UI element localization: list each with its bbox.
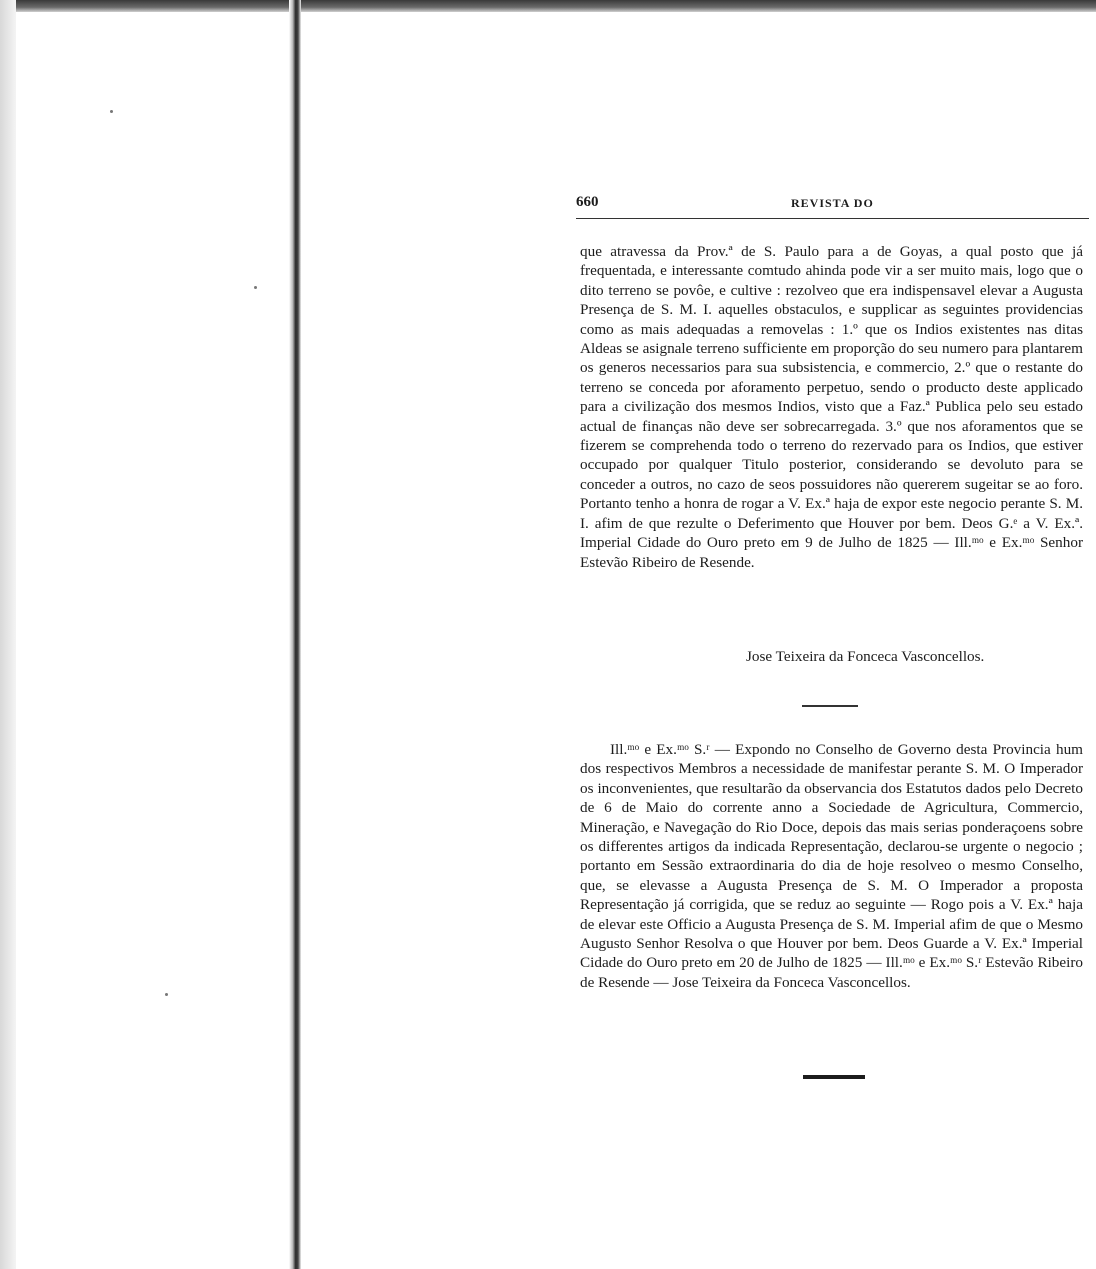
end-divider (803, 1075, 865, 1079)
scan-speck (254, 286, 257, 289)
header-rule (576, 218, 1089, 219)
letter-1-signature: Jose Teixeira da Fonceca Vasconcellos. (746, 648, 985, 665)
scan-speck (165, 993, 168, 996)
document-page (566, 192, 1089, 991)
letter-1-body: que atravessa da Prov.ª de S. Paulo para a de Goyas, a qual posto que já frequentada, e interessante comtudo ahinda pode vir a ser muito mais, logo que o dito terreno se povôe, e cultive : rezolveo que era indispensavel elevar a Augusta Presença de S. M. I. aquelles obstaculos, e supplicar as seguintes providencias como as mais adequadas a removelas : 1.º que os Indios existentes nas ditas Aldeas se asignale terreno sufficiente em proporção do seu numero para plantarem os generos necessarios para sua subsistencia, e commercio, 2.º que o restante do terreno se conceda por aforamento perpetuo, sendo o producto deste applicado para a civilização dos mesmos Indios, visto que a Faz.ª Publica pelo seu estado actual de finanças não deve ser sobrecarregada. 3.º que nos aforamentos que se fizerem se comprehenda todo o terreno do rezervado para os Indios, que estiver occupado por qualquer Titulo posterior, considerando se devoluto para se conceder a outros, no cazo de seos possuidores não quererem sugeitar se ao foro. Portanto tenho a honra de rogar a V. Ex.ª haja de expor este negocio perante S. M. I. afim de que rezulte o Deferimento que Houver por bem. Deos G.ᵉ a V. Ex.ª. Imperial Cidade do Ouro preto em 9 de Julho de 1825 — Ill.ᵐᵒ e Ex.ᵐᵒ Senhor Estevão Ribeiro de Resende. (580, 243, 1083, 571)
page-header (566, 192, 1089, 214)
book-spine (289, 0, 301, 1269)
scan-top-edge (0, 0, 1096, 12)
page-number: 660 (576, 194, 599, 210)
section-divider (802, 705, 858, 707)
letter-2-body: Ill.ᵐᵒ e Ex.ᵐᵒ S.ʳ — Expondo no Conselho de Governo desta Provincia hum dos respectivos Membros a necessidade de manifestar perante S. M. O Imperador os inconvenientes, que resultarão da observancia dos Estatutos dados pelo Decreto de 6 de Maio do corrente anno a Sociedade de Agricultura, Commercio, Mineração, e Navegação do Rio Doce, depois das mais serias ponderaçoens sobre os differentes artigos da indicada Representação, declarou-se urgente o negocio ; portanto em Sessão extraordinaria do dia de hoje resolveo o mesmo Conselho, que, se elevasse a Augusta Presença de S. M. O Imperador a proposta Representação já corrigida, que se reduz ao seguinte — Rogo pois a V. Ex.ª haja de elevar este Officio a Augusta Presença de S. M. Imperial afim de que o Mesmo Augusto Senhor Resolva o que Houver por bem. Deos Guarde a V. Ex.ª Imperial Cidade do Ouro preto em 20 de Julho de 1825 — Ill.ᵐᵒ e Ex.ᵐᵒ S.ʳ Estevão Ribeiro de Resende — Jose Teixeira da Fonceca Vasconcellos. (580, 741, 1083, 991)
scan-left-edge (0, 0, 16, 1269)
running-title: REVISTA DO (791, 196, 874, 210)
scan-speck (110, 110, 113, 113)
